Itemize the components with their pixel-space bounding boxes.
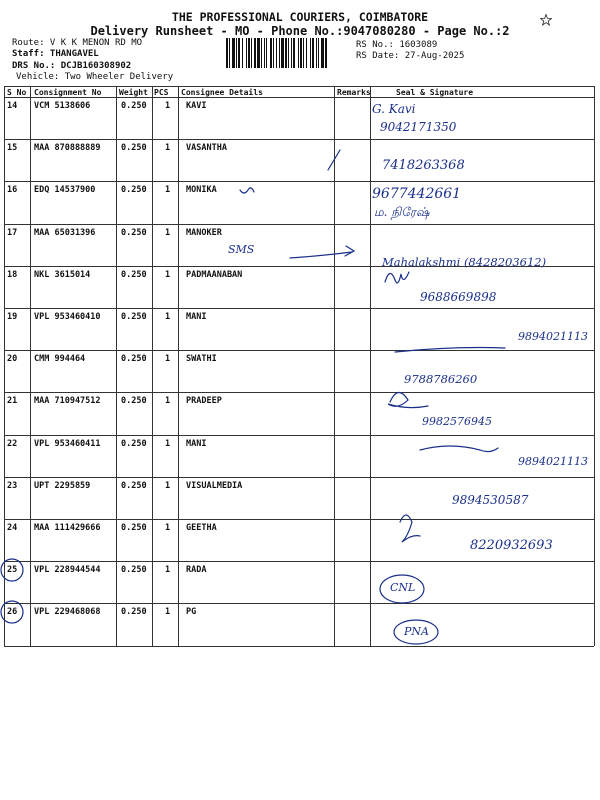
row-sno: 17: [7, 227, 18, 238]
r20-handwritten-phone: 9894021113: [518, 330, 588, 343]
row-consignment-no: MAA 710947512: [34, 396, 101, 407]
row-weight: 0.250: [121, 227, 147, 238]
row-weight: 0.250: [121, 523, 147, 533]
col-header-pcs: PCS: [154, 88, 169, 97]
row-consignee: RADA: [186, 565, 207, 576]
row-pcs: 1: [165, 354, 171, 365]
row-pcs: 1: [165, 143, 171, 154]
row-consignment-no: MAA 870888889: [34, 143, 101, 154]
r22-handwritten-phone: 9894021113: [518, 455, 588, 468]
route-label: Route: V K K MENON RD MO: [12, 38, 143, 48]
row-weight: 0.250: [121, 438, 147, 449]
row-pcs: 1: [165, 438, 171, 449]
drs-number: DRS No.: DCJB160308902: [12, 61, 132, 71]
row-consignee: PG: [186, 607, 197, 618]
row-consignment-no: VPL 229468068: [34, 607, 101, 618]
row-sno: 26: [7, 607, 18, 618]
row-pcs: 1: [165, 185, 171, 196]
row-consignment-no: VPL 953460411: [34, 438, 101, 449]
row-pcs: 1: [165, 269, 171, 280]
r23-handwritten-phone: 9894530587: [452, 493, 529, 507]
company-title: THE PROFESSIONAL COURIERS, COIMBATORE: [171, 10, 429, 24]
r16-handwritten-phone: 9677442661: [372, 186, 462, 202]
row-pcs: 1: [165, 101, 171, 111]
row-consignment-no: MAA 65031396: [34, 227, 96, 238]
row-sno: 20: [7, 354, 18, 365]
r21-handwritten-phone: 9982576945: [422, 415, 492, 428]
row-consignment-no: NKL 3615014: [34, 269, 91, 280]
row-pcs: 1: [165, 480, 171, 491]
row-pcs: 1: [165, 607, 171, 618]
row-consignee: VISUALMEDIA: [186, 480, 243, 491]
row-sno: 21: [7, 396, 18, 407]
row-sno: 19: [7, 312, 18, 322]
col-header-remarks: Remarks: [337, 88, 371, 97]
r20-handwritten-phone2: 9788786260: [404, 372, 478, 386]
col-header-consignment: Consignment No: [34, 88, 102, 97]
row-consignment-no: VPL 953460410: [34, 312, 101, 322]
col-header-sno: S No: [7, 88, 27, 97]
r15-handwritten-phone: 7418263368: [382, 158, 465, 173]
r19-handwritten-phone: 9688669898: [420, 290, 497, 304]
row-consignee: MANOKER: [186, 227, 222, 238]
row-consignment-no: MAA 111429666: [34, 523, 101, 533]
row-weight: 0.250: [121, 101, 147, 111]
row-consignment-no: EDQ 14537900: [34, 185, 96, 196]
r25-handwritten-note: CNL: [390, 581, 416, 594]
row-weight: 0.250: [121, 396, 147, 407]
row-weight: 0.250: [121, 354, 147, 365]
row-sno: 25: [7, 565, 18, 576]
row-pcs: 1: [165, 565, 171, 576]
r18-handwritten-text: Mahalakshmi (8428203612): [382, 255, 547, 269]
row-pcs: 1: [165, 396, 171, 407]
row-weight: 0.250: [121, 269, 147, 280]
row-consignment-no: VCM 5138606: [34, 101, 91, 111]
row-consignee: KAVI: [186, 101, 207, 111]
r14-handwritten-phone: 9042171350: [380, 120, 457, 134]
row-weight: 0.250: [121, 607, 147, 618]
row-consignee: SWATHI: [186, 354, 217, 365]
row-weight: 0.250: [121, 143, 147, 154]
row-consignee: MANI: [186, 438, 207, 449]
r26-handwritten-note: PNA: [404, 625, 429, 638]
runsheet-subtitle: Delivery Runsheet - MO - Phone No.:9047080280 - Page No.:2: [90, 24, 510, 38]
r17-handwritten-remark: SMS: [228, 243, 255, 256]
row-consignee: MANI: [186, 312, 207, 322]
row-consignee: PADMAANABAN: [186, 269, 243, 280]
row-consignee: MONIKA: [186, 185, 217, 196]
row-sno: 16: [7, 185, 18, 196]
rs-date: RS Date: 27-Aug-2025: [356, 51, 465, 61]
row-consignee: GEETHA: [186, 523, 217, 533]
row-weight: 0.250: [121, 312, 147, 322]
row-pcs: 1: [165, 523, 171, 533]
rs-number: RS No.: 1603089: [356, 40, 438, 50]
staff-label: Staff: THANGAVEL: [12, 49, 99, 59]
row-pcs: 1: [165, 227, 171, 238]
row-sno: 18: [7, 269, 18, 280]
col-header-consignee: Consignee Details: [181, 88, 263, 97]
r16-handwritten-text: ம. நிரேஷ்: [374, 205, 430, 219]
row-sno: 15: [7, 143, 18, 154]
row-weight: 0.250: [121, 565, 147, 576]
col-header-weight: Weight: [119, 88, 148, 97]
row-consignee: VASANTHA: [186, 143, 227, 154]
vehicle-label: Vehicle: Two Wheeler Delivery: [16, 72, 174, 82]
row-consignment-no: UPT 2295859: [34, 480, 91, 491]
row-consignment-no: CMM 994464: [34, 354, 86, 365]
row-weight: 0.250: [121, 480, 147, 491]
row-sno: 23: [7, 480, 18, 491]
row-weight: 0.250: [121, 185, 147, 196]
row-consignee: PRADEEP: [186, 396, 222, 407]
row-sno: 14: [7, 101, 18, 111]
r24-handwritten-phone: 8220932693: [470, 538, 553, 553]
r14-handwritten-name: G. Kavi: [372, 102, 416, 116]
row-consignment-no: VPL 228944544: [34, 565, 101, 576]
col-header-seal-signature: Seal & Signature: [396, 88, 474, 97]
row-sno: 24: [7, 523, 18, 533]
row-sno: 22: [7, 438, 18, 449]
row-pcs: 1: [165, 312, 171, 322]
